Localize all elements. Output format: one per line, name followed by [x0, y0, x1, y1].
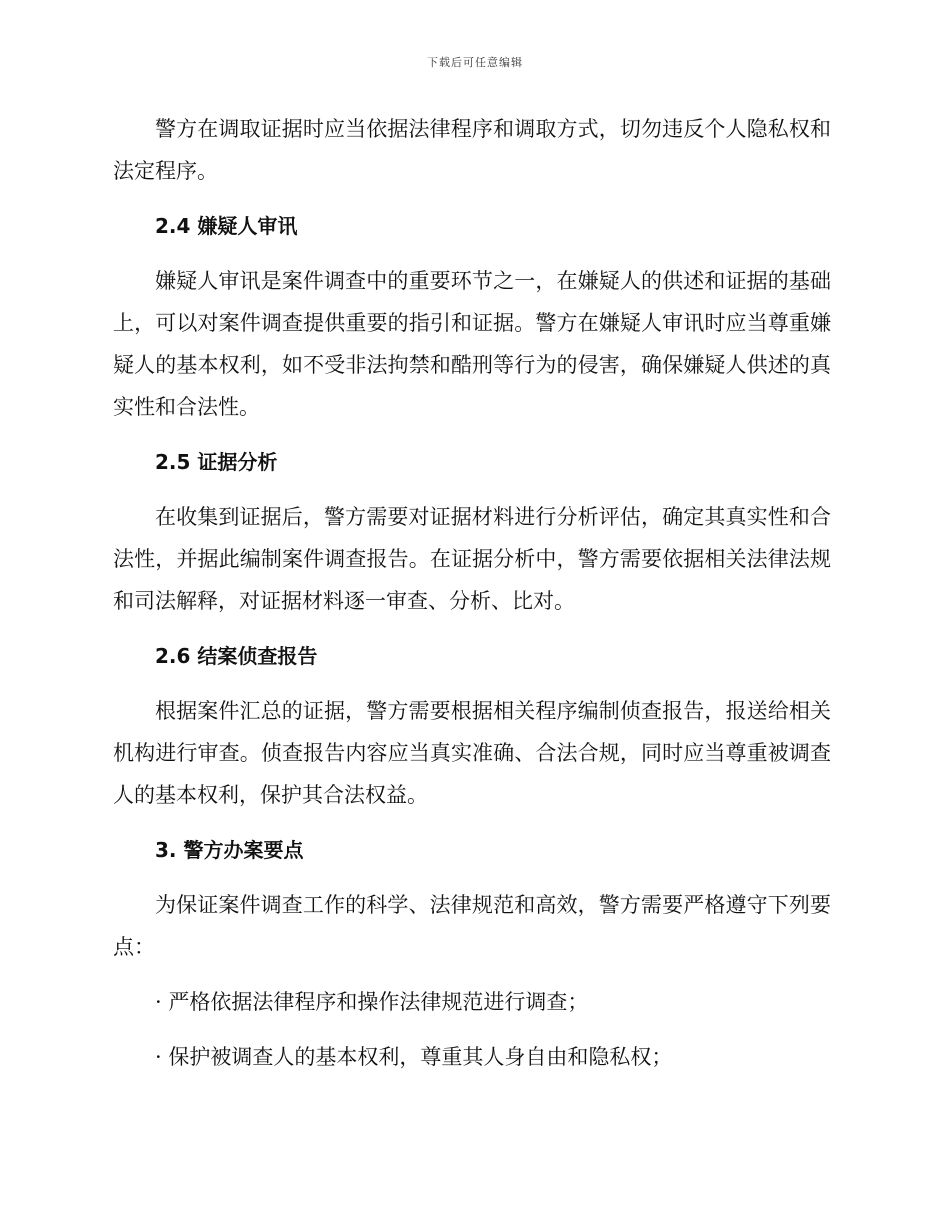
document-body	[113, 108, 831, 1091]
page-header: 下载后可任意编辑	[427, 56, 523, 69]
paragraph-key-points-intro: 为保证案件调查工作的科学、法律规范和高效，警方需要严格遵守下列要点：	[113, 893, 831, 959]
section-heading-2-4: 2.4 嫌疑人审讯	[155, 214, 298, 238]
section-heading-3: 3. 警方办案要点	[155, 838, 304, 862]
paragraph-evidence-collection: 警方在调取证据时应当依据法律程序和调取方式，切勿违反个人隐私权和法定程序。	[113, 117, 831, 183]
section-heading-2-6: 2.6 结案侦查报告	[155, 644, 318, 668]
paragraph-interrogation: 嫌疑人审讯是案件调查中的重要环节之一，在嫌疑人的供述和证据的基础上，可以对案件调查提供重要的指引和证据。警方在嫌疑人审讯时应当尊重嫌疑人的基本权利，如不受非法拘禁和酷刑等行为的侵害，确保嫌疑人供述的真实性和合法性。	[113, 269, 831, 419]
section-heading-2-5: 2.5 证据分析	[155, 450, 278, 474]
paragraph-investigation-report: 根据案件汇总的证据，警方需要根据相关程序编制侦查报告，报送给相关机构进行审查。侦查报告内容应当真实准确、合法合规，同时应当尊重被调查人的基本权利，保护其合法权益。	[113, 699, 831, 807]
bullet-item: · 保护被调查人的基本权利，尊重其人身自由和隐私权；	[155, 1045, 673, 1069]
paragraph-evidence-analysis: 在收集到证据后，警方需要对证据材料进行分析评估，确定其真实性和合法性，并据此编制案件调查报告。在证据分析中，警方需要依据相关法律法规和司法解释，对证据材料逐一审查、分析、比对。	[113, 505, 831, 613]
bullet-item: · 严格依据法律程序和操作法律规范进行调查；	[155, 990, 589, 1014]
